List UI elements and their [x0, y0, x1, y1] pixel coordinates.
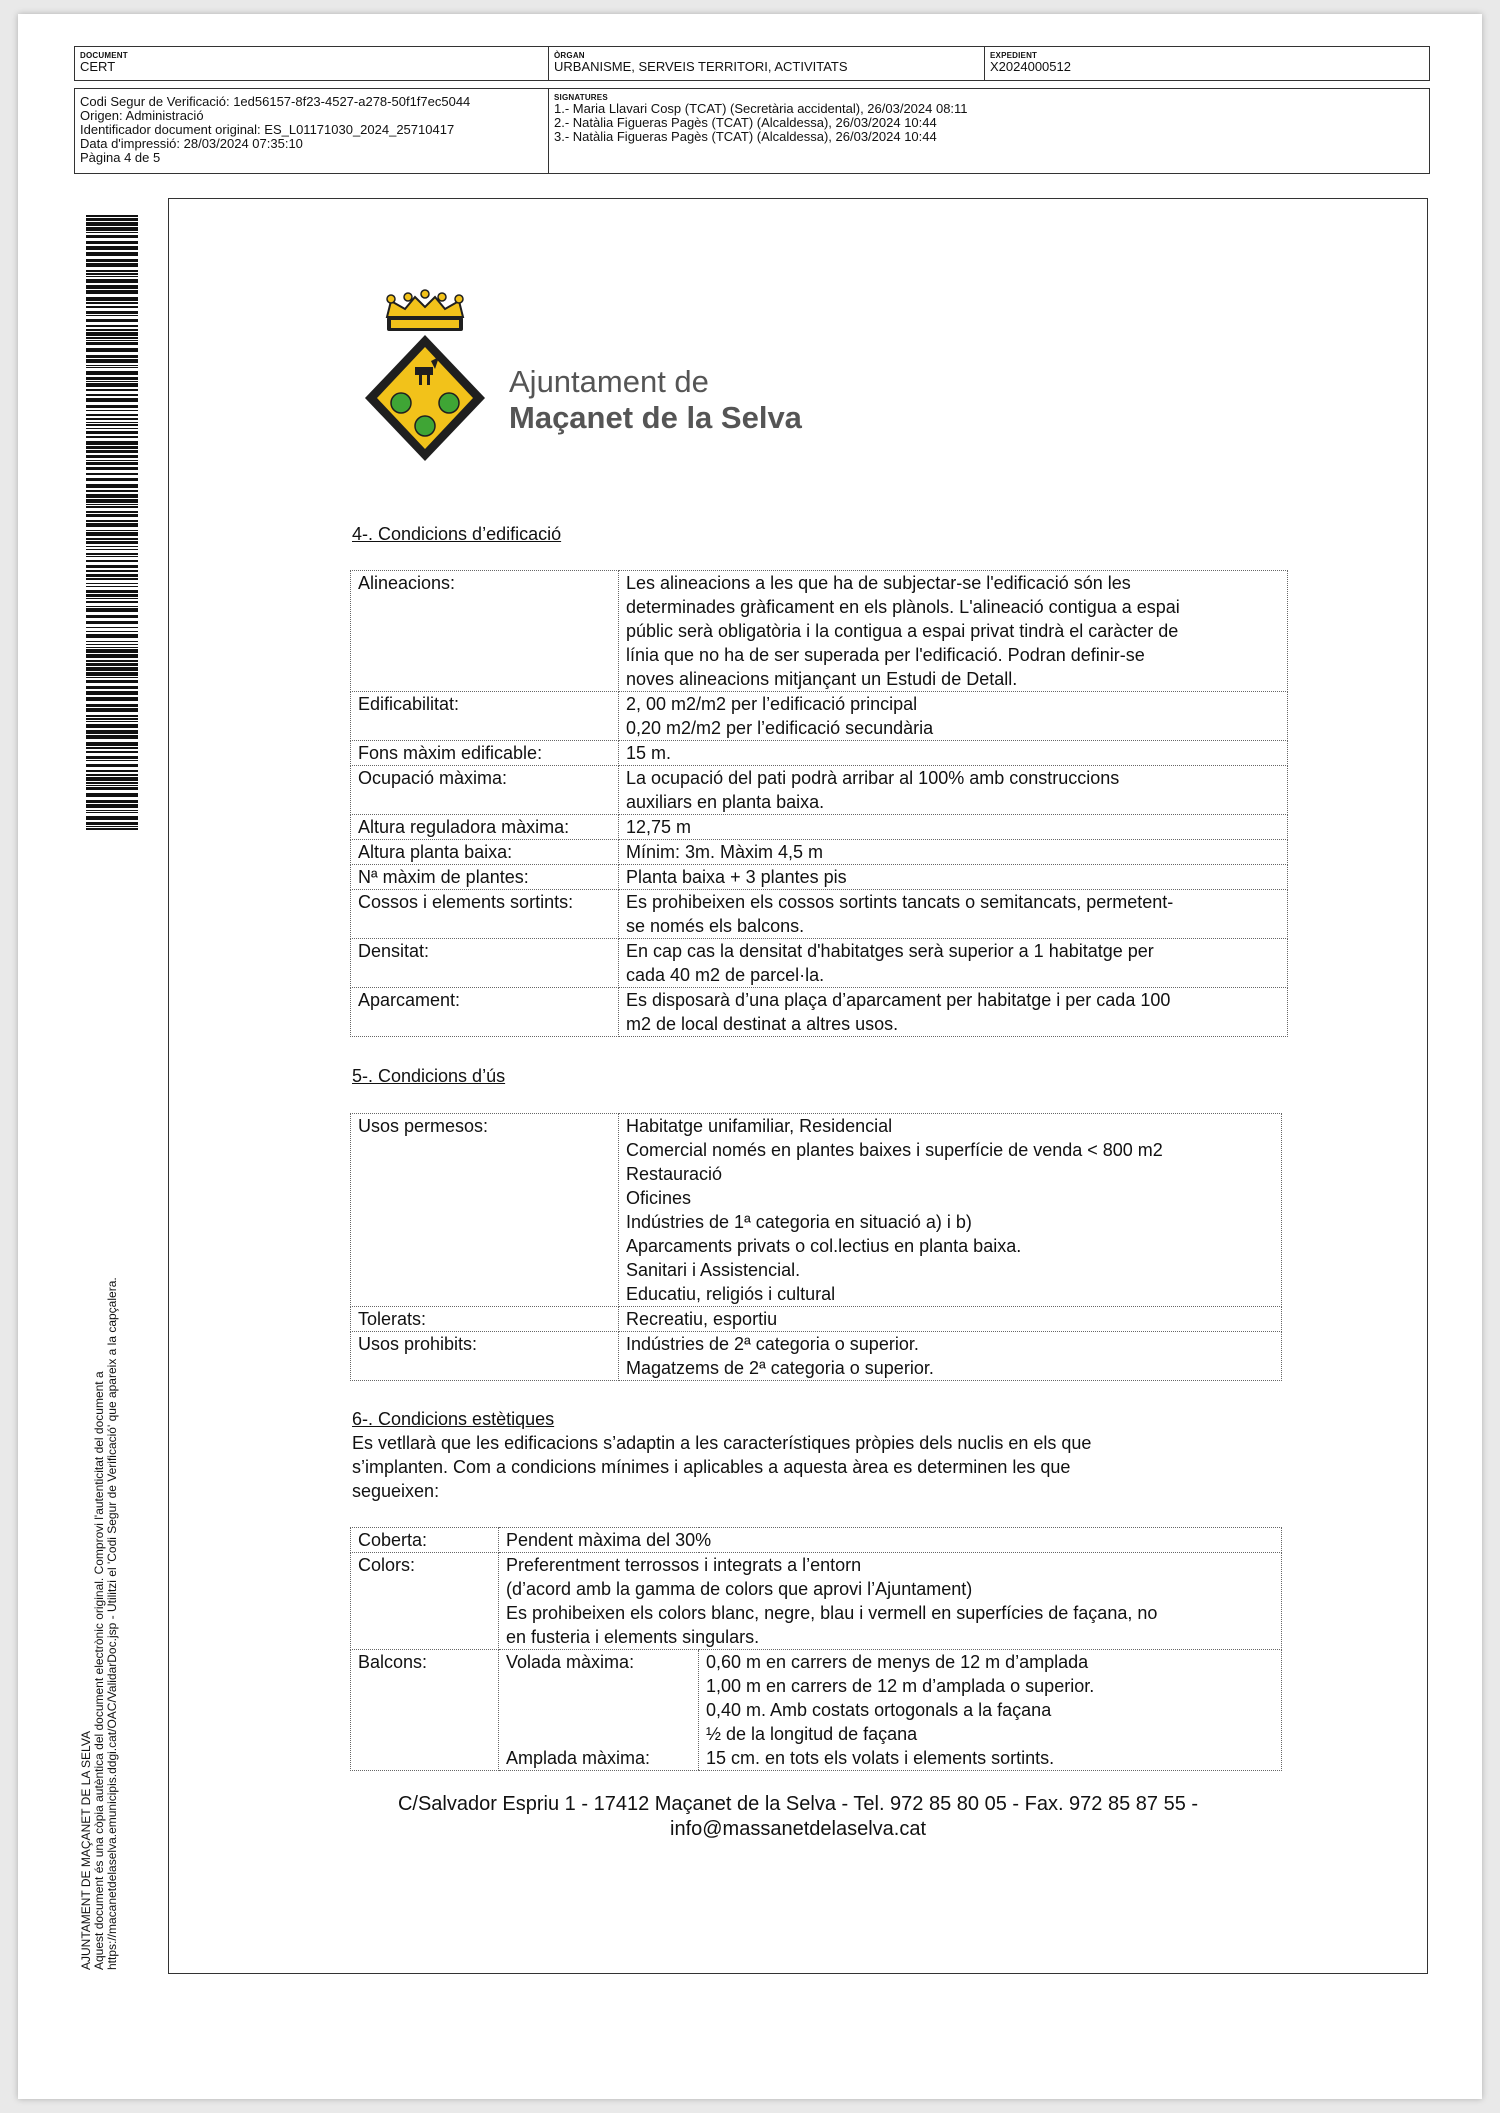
side-text-line: Aquest document és una còpia autèntica del document electrònic original. Comprovi l'autenticitat del document a: [92, 1371, 106, 1970]
expedient-value: X2024000512: [990, 59, 1071, 74]
header-row-2: [74, 88, 1430, 174]
value-line: Comercial només en plantes baixes i superfície de venda < 800 m2: [626, 1140, 1163, 1160]
logo-text-line2: Maçanet de la Selva: [509, 400, 802, 435]
section-6-title: 6-. Condicions estètiques: [352, 1409, 555, 1429]
organ-value: URBANISME, SERVEIS TERRITORI, ACTIVITATS: [554, 59, 848, 74]
value-line: ½ de la longitud de façana: [706, 1724, 918, 1744]
table-row: [351, 1650, 1282, 1771]
section-5-table: [350, 1113, 1282, 1381]
value-line: Es disposarà d’una plaça d’aparcament per habitatge i per cada 100: [626, 990, 1171, 1010]
section-6-intro: [352, 1431, 1243, 1503]
signature-line: 2.- Natàlia Figueras Pagès (TCAT) (Alcaldessa), 26/03/2024 10:44: [554, 115, 937, 130]
signatures-cell: [548, 89, 1429, 173]
value-line: públic serà obligatòria i la contigua a espai privat tindrà el caràcter de: [626, 621, 1179, 641]
value-line: Aparcaments privats o col.lectius en planta baixa.: [626, 1236, 1022, 1256]
row-value: Pendent màxima del 30%: [499, 1528, 1282, 1553]
document-value: CERT: [80, 59, 116, 74]
table-row: [351, 1528, 1282, 1553]
balcons-sublabels: [499, 1650, 699, 1771]
csv-line: Data d'impressió: 28/03/2024 07:35:10: [80, 136, 303, 151]
value-line: Oficines: [626, 1188, 692, 1208]
value-line: 1,00 m en carrers de 12 m d’amplada o superior.: [706, 1676, 1095, 1696]
table-row: [351, 1114, 1282, 1307]
crown-icon: [381, 289, 469, 333]
signatures-label: SIGNATURES: [554, 93, 608, 102]
expedient-cell: [984, 47, 1429, 80]
footer-address: C/Salvador Espriu 1 - 17412 Maçanet de la Selva - Tel. 972 85 80 05 - Fax. 972 85 87 55 -: [397, 1793, 1199, 1815]
volada-label: Volada màxima:: [506, 1652, 635, 1672]
row-label: Usos permesos:: [351, 1114, 619, 1307]
csv-line: Codi Segur de Verificació: 1ed56157-8f23-4527-a278-50f1f7ec5044: [80, 94, 471, 109]
value-line: Planta baixa + 3 plantes pis: [626, 867, 847, 887]
value-line: noves alineacions mitjançant un Estudi de Detall.: [626, 669, 1018, 689]
balcons-values: [699, 1650, 1282, 1771]
value-line: Educatiu, religiós i cultural: [626, 1284, 836, 1304]
value-line: (d’acord amb la gamma de colors que aprovi l’Ajuntament): [506, 1579, 973, 1599]
shield-icon: [363, 333, 487, 463]
row-value: [619, 988, 1288, 1037]
logo-text-line1: Ajuntament de: [509, 364, 709, 399]
value-line: Recreatiu, esportiu: [626, 1309, 778, 1329]
value-line: cada 40 m2 de parcel·la.: [626, 965, 825, 985]
value-line: Indústries de 1ª categoria en situació a) i b): [626, 1212, 972, 1232]
row-label: Edificabilitat:: [351, 692, 619, 741]
row-value: [619, 815, 1288, 840]
expedient-label: EXPEDIENT: [990, 51, 1038, 60]
table-row: [351, 815, 1288, 840]
row-value: [619, 1307, 1282, 1332]
row-value: [619, 741, 1288, 766]
row-label: Densitat:: [351, 939, 619, 988]
value-line: Indústries de 2ª categoria o superior.: [626, 1334, 919, 1354]
table-row: [351, 865, 1288, 890]
value-line: 0,60 m en carrers de menys de 12 m d’amplada: [706, 1652, 1089, 1672]
value-line: línia que no ha de ser superada per l'edificació. Podran definir-se: [626, 645, 1145, 665]
value-line: 12,75 m: [626, 817, 692, 837]
footer-email: info@massanetdelaselva.cat: [670, 1818, 926, 1840]
row-value: [619, 840, 1288, 865]
table-row: [351, 741, 1288, 766]
value-line: 0,40 m. Amb costats ortogonals a la façana: [706, 1700, 1052, 1720]
section-6-table: [350, 1527, 1282, 1771]
table-row: [351, 840, 1288, 865]
section-4-rows: [351, 571, 1288, 1037]
row-value: [619, 1114, 1282, 1307]
document-label: DOCUMENT: [80, 51, 128, 60]
row-label: Altura reguladora màxima:: [351, 815, 619, 840]
verification-side-text: [80, 1110, 119, 1970]
intro-line: Es vetllarà que les edificacions s’adaptin a les característiques pròpies dels nuclis en els que: [352, 1433, 1092, 1453]
intro-line: s’implanten. Com a condicions mínimes i aplicables a aquesta àrea es determinen les que: [352, 1457, 1071, 1477]
row-value: [619, 692, 1288, 741]
table-row: [351, 571, 1288, 692]
row-value: [619, 571, 1288, 692]
signature-line: 1.- Maria Llavari Cosp (TCAT) (Secretària accidental), 26/03/2024 08:11: [554, 101, 968, 116]
row-label: Tolerats:: [351, 1307, 619, 1332]
section-4-title: 4-. Condicions d’edificació: [352, 524, 562, 544]
table-row: [351, 1307, 1282, 1332]
table-row: [351, 1332, 1282, 1381]
value-line: en fusteria i elements singulars.: [506, 1627, 760, 1647]
row-label: Coberta:: [351, 1528, 499, 1553]
value-line: m2 de local destinat a altres usos.: [626, 1014, 899, 1034]
row-label: Nª màxim de plantes:: [351, 865, 619, 890]
value-line: 15 cm. en tots els volats i elements sortints.: [706, 1748, 1055, 1768]
header-row-1: [74, 46, 1430, 81]
value-line: Sanitari i Assistencial.: [626, 1260, 801, 1280]
row-value: [619, 939, 1288, 988]
csv-cell: [75, 89, 548, 173]
table-row: [351, 988, 1288, 1037]
section-4-table: [350, 570, 1288, 1037]
table-row: [351, 692, 1288, 741]
value-line: se només els balcons.: [626, 916, 805, 936]
row-label: Ocupació màxima:: [351, 766, 619, 815]
row-value: [619, 1332, 1282, 1381]
csv-line: Origen: Administració: [80, 108, 204, 123]
value-line: 0,20 m2/m2 per l’edificació secundària: [626, 718, 934, 738]
value-line: Restauració: [626, 1164, 723, 1184]
organ-cell: [548, 47, 984, 80]
barcode-icon: [86, 215, 138, 830]
csv-line: Pàgina 4 de 5: [80, 150, 161, 165]
table-row: [351, 890, 1288, 939]
value-line: determinades gràficament en els plànols. L'alineació contigua a espai: [626, 597, 1180, 617]
section-5-title: 5-. Condicions d’ús: [352, 1066, 506, 1086]
intro-line: segueixen:: [352, 1481, 440, 1501]
row-label: Cossos i elements sortints:: [351, 890, 619, 939]
amplada-label: Amplada màxima:: [506, 1748, 651, 1768]
value-line: Habitatge unifamiliar, Residencial: [626, 1116, 893, 1136]
value-line: 2, 00 m2/m2 per l’edificació principal: [626, 694, 918, 714]
value-line: Es prohibeixen els cossos sortints tancats o semitancats, permetent-: [626, 892, 1174, 912]
value-line: En cap cas la densitat d'habitatges serà superior a 1 habitatge per: [626, 941, 1154, 961]
value-line: Les alineacions a les que ha de subjectar-se l'edificació són les: [626, 573, 1131, 593]
row-value: [619, 865, 1288, 890]
row-value: [499, 1553, 1282, 1650]
value-line: Mínim: 3m. Màxim 4,5 m: [626, 842, 824, 862]
table-row: [351, 766, 1288, 815]
table-row: [351, 939, 1288, 988]
document-cell: [75, 47, 548, 80]
organ-label: ÒRGAN: [554, 51, 585, 60]
value-line: auxiliars en planta baixa.: [626, 792, 825, 812]
value-line: Es prohibeixen els colors blanc, negre, blau i vermell en superfícies de façana, no: [506, 1603, 1158, 1623]
section-5-rows: [351, 1114, 1282, 1381]
row-label: Aparcament:: [351, 988, 619, 1037]
csv-line: Identificador document original: ES_L01171030_2024_25710417: [80, 122, 455, 137]
value-line: La ocupació del pati podrà arribar al 100% amb construccions: [626, 768, 1120, 788]
table-row: [351, 1553, 1282, 1650]
row-label: Colors:: [351, 1553, 499, 1650]
side-text-line: https://macanetdelaselva.emunicipis.ddgi.cat/OAC/ValidarDoc.jsp - Utilitzi el 'Codi Segur de Verificació' que apareix a la capçalera.: [105, 1277, 119, 1970]
row-label: Balcons:: [351, 1650, 499, 1771]
row-label: Alineacions:: [351, 571, 619, 692]
row-label: Usos prohibits:: [351, 1332, 619, 1381]
row-label: Altura planta baixa:: [351, 840, 619, 865]
row-value: [619, 766, 1288, 815]
page-footer: [168, 1792, 1428, 1842]
value-line: Magatzems de 2ª categoria o superior.: [626, 1358, 934, 1378]
row-value: [619, 890, 1288, 939]
signature-line: 3.- Natàlia Figueras Pagès (TCAT) (Alcaldessa), 26/03/2024 10:44: [554, 129, 937, 144]
value-line: Preferentment terrossos i integrats a l’entorn: [506, 1555, 862, 1575]
row-label: Fons màxim edificable:: [351, 741, 619, 766]
value-line: 15 m.: [626, 743, 672, 763]
side-text-line: AJUNTAMENT DE MAÇANET DE LA SELVA: [79, 1731, 93, 1970]
